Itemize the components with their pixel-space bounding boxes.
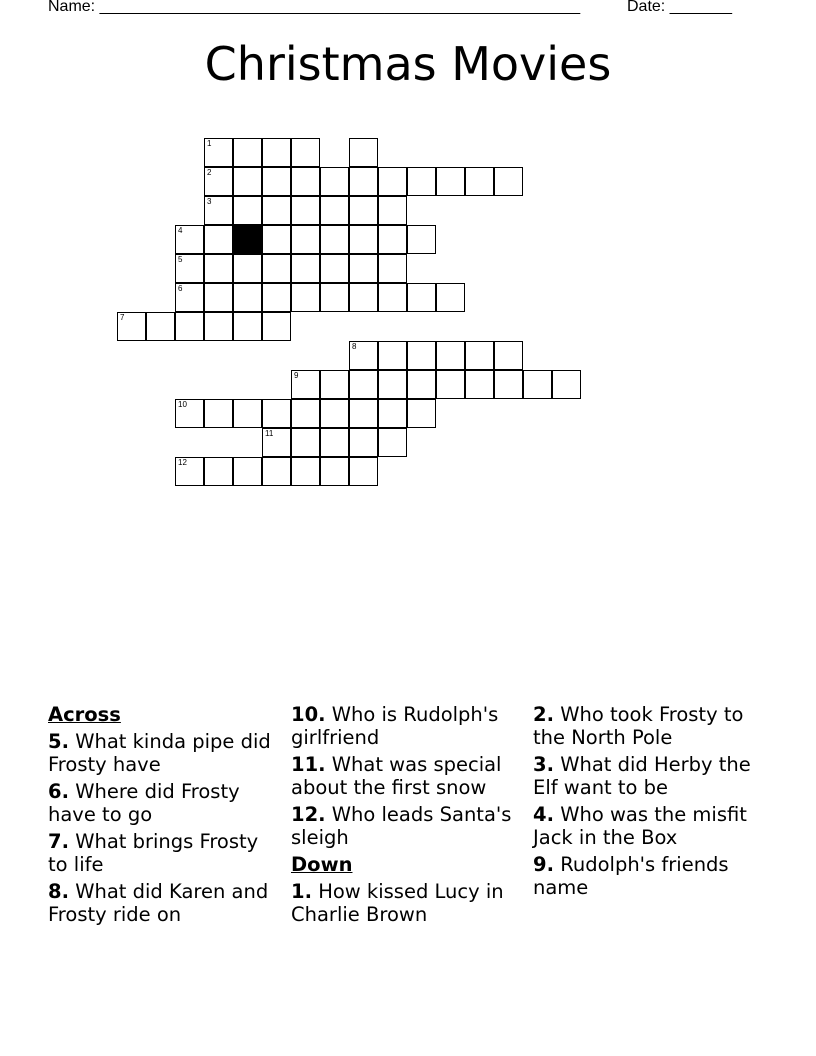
clue-number: 9. xyxy=(533,853,554,876)
grid-cell[interactable] xyxy=(291,196,320,225)
grid-cell[interactable] xyxy=(204,283,233,312)
grid-cell[interactable] xyxy=(436,370,465,399)
across-clue-6 xyxy=(48,780,280,826)
blocked-cell xyxy=(233,225,262,254)
page-title: Christmas Movies xyxy=(204,37,612,91)
grid-cell[interactable] xyxy=(233,457,262,486)
grid-cell[interactable] xyxy=(320,167,349,196)
grid-cell[interactable] xyxy=(175,225,204,254)
grid-cell[interactable] xyxy=(233,167,262,196)
clue-number: 5. xyxy=(48,730,69,753)
clue-text: Rudolph's friends name xyxy=(533,853,729,899)
grid-cell[interactable] xyxy=(320,457,349,486)
grid-cell[interactable] xyxy=(262,167,291,196)
grid-cell[interactable] xyxy=(349,138,378,167)
grid-cell[interactable] xyxy=(291,225,320,254)
grid-cell[interactable] xyxy=(262,196,291,225)
cell-number: 11 xyxy=(265,429,274,438)
cell-number: 4 xyxy=(178,226,183,235)
across-clue-12 xyxy=(291,803,527,849)
grid-cell[interactable] xyxy=(262,254,291,283)
grid-cell[interactable] xyxy=(552,370,581,399)
grid-cell[interactable] xyxy=(349,283,378,312)
grid-cell[interactable] xyxy=(262,225,291,254)
grid-cell[interactable] xyxy=(204,254,233,283)
grid-cell[interactable] xyxy=(378,399,407,428)
grid-cell[interactable] xyxy=(349,167,378,196)
clue-number: 2. xyxy=(533,703,554,726)
grid-cell[interactable] xyxy=(407,341,436,370)
grid-cell[interactable] xyxy=(465,370,494,399)
grid-cell[interactable] xyxy=(523,370,552,399)
grid-cell[interactable] xyxy=(494,341,523,370)
clue-text: Who was the misfit Jack in the Box xyxy=(533,803,747,849)
grid-cell[interactable] xyxy=(320,399,349,428)
down-clue-3 xyxy=(533,753,773,799)
clue-text: What brings Frosty to life xyxy=(48,830,259,876)
grid-cell[interactable] xyxy=(349,399,378,428)
grid-cell[interactable] xyxy=(204,399,233,428)
clue-number: 10. xyxy=(291,703,326,726)
clue-number: 7. xyxy=(48,830,69,853)
down-clue-9 xyxy=(533,853,773,899)
grid-cell[interactable] xyxy=(262,283,291,312)
across-clue-8 xyxy=(48,880,280,926)
grid-cell[interactable] xyxy=(465,167,494,196)
grid-cell[interactable] xyxy=(291,167,320,196)
across-clue-7 xyxy=(48,830,280,876)
grid-cell[interactable] xyxy=(320,254,349,283)
grid-cell[interactable] xyxy=(349,225,378,254)
grid-cell[interactable] xyxy=(378,428,407,457)
grid-cell[interactable] xyxy=(262,138,291,167)
grid-cell[interactable] xyxy=(175,312,204,341)
grid-cell[interactable] xyxy=(233,138,262,167)
across-heading: Across xyxy=(48,703,121,726)
clue-column-2 xyxy=(291,703,527,930)
grid-cell[interactable] xyxy=(233,283,262,312)
grid-cell[interactable] xyxy=(175,399,204,428)
down-heading: Down xyxy=(291,853,353,876)
grid-cell[interactable] xyxy=(378,167,407,196)
cell-number: 8 xyxy=(352,342,357,351)
grid-cell[interactable] xyxy=(117,312,146,341)
grid-cell[interactable] xyxy=(204,457,233,486)
grid-cell[interactable] xyxy=(320,428,349,457)
clue-number: 4. xyxy=(533,803,554,826)
clue-text: What kinda pipe did Frosty have xyxy=(48,730,271,776)
grid-cell[interactable] xyxy=(378,283,407,312)
grid-cell[interactable] xyxy=(291,370,320,399)
across-clue-5 xyxy=(48,730,280,776)
grid-cell[interactable] xyxy=(233,196,262,225)
grid-cell[interactable] xyxy=(349,428,378,457)
clue-text: What did Karen and Frosty ride on xyxy=(48,880,269,926)
grid-cell[interactable] xyxy=(262,457,291,486)
grid-cell[interactable] xyxy=(233,399,262,428)
grid-cell[interactable] xyxy=(146,312,175,341)
grid-cell[interactable] xyxy=(262,399,291,428)
grid-cell[interactable] xyxy=(175,457,204,486)
grid-cell[interactable] xyxy=(436,167,465,196)
grid-cell[interactable] xyxy=(349,341,378,370)
down-clue-1 xyxy=(291,880,527,926)
clue-number: 8. xyxy=(48,880,69,903)
grid-cell[interactable] xyxy=(349,196,378,225)
grid-cell[interactable] xyxy=(233,254,262,283)
clue-text: Who is Rudolph's girlfriend xyxy=(291,703,499,749)
grid-cell[interactable] xyxy=(204,138,233,167)
grid-cell[interactable] xyxy=(233,312,262,341)
grid-cell[interactable] xyxy=(262,428,291,457)
clue-text: What did Herby the Elf want to be xyxy=(533,753,751,799)
grid-cell[interactable] xyxy=(378,341,407,370)
clue-text: How kissed Lucy in Charlie Brown xyxy=(291,880,504,926)
grid-cell[interactable] xyxy=(204,312,233,341)
grid-cell[interactable] xyxy=(320,283,349,312)
clue-number: 3. xyxy=(533,753,554,776)
clue-column-3 xyxy=(533,703,773,903)
grid-cell[interactable] xyxy=(291,399,320,428)
grid-cell[interactable] xyxy=(320,196,349,225)
grid-cell[interactable] xyxy=(291,138,320,167)
grid-cell[interactable] xyxy=(494,167,523,196)
cell-number: 12 xyxy=(178,458,187,467)
date-field-label: Date: _______ xyxy=(627,0,732,15)
grid-cell[interactable] xyxy=(494,370,523,399)
cell-number: 1 xyxy=(207,139,212,148)
grid-cell[interactable] xyxy=(262,312,291,341)
clue-text: Where did Frosty have to go xyxy=(48,780,240,826)
grid-cell[interactable] xyxy=(465,341,494,370)
name-field-label: Name: ______________________________________________________ xyxy=(48,0,581,15)
clue-number: 12. xyxy=(291,803,326,826)
cell-number: 2 xyxy=(207,168,212,177)
grid-cell[interactable] xyxy=(407,225,436,254)
grid-cell[interactable] xyxy=(349,254,378,283)
clue-text: What was special about the first snow xyxy=(291,753,502,799)
cell-number: 3 xyxy=(207,197,212,206)
grid-cell[interactable] xyxy=(378,254,407,283)
grid-cell[interactable] xyxy=(320,225,349,254)
grid-cell[interactable] xyxy=(204,225,233,254)
cell-number: 10 xyxy=(178,400,187,409)
grid-cell[interactable] xyxy=(175,254,204,283)
grid-cell[interactable] xyxy=(204,167,233,196)
cell-number: 5 xyxy=(178,255,183,264)
clue-text: Who leads Santa's sleigh xyxy=(291,803,512,849)
grid-cell[interactable] xyxy=(291,428,320,457)
grid-cell[interactable] xyxy=(291,283,320,312)
across-clue-10 xyxy=(291,703,527,749)
grid-cell[interactable] xyxy=(175,283,204,312)
grid-cell[interactable] xyxy=(407,399,436,428)
grid-cell[interactable] xyxy=(378,370,407,399)
grid-cell[interactable] xyxy=(378,225,407,254)
grid-cell[interactable] xyxy=(407,370,436,399)
down-clue-2 xyxy=(533,703,773,749)
down-clue-4 xyxy=(533,803,773,849)
grid-cell[interactable] xyxy=(436,283,465,312)
clue-number: 1. xyxy=(291,880,312,903)
grid-cell[interactable] xyxy=(407,167,436,196)
clue-number: 11. xyxy=(291,753,326,776)
cell-number: 6 xyxy=(178,284,183,293)
clue-text: Who took Frosty to the North Pole xyxy=(533,703,744,749)
cell-number: 7 xyxy=(120,313,125,322)
across-clue-11 xyxy=(291,753,527,799)
grid-cell[interactable] xyxy=(407,283,436,312)
clue-column-1 xyxy=(48,703,280,930)
cell-number: 9 xyxy=(294,371,299,380)
grid-cell[interactable] xyxy=(291,254,320,283)
clue-number: 6. xyxy=(48,780,69,803)
grid-cell[interactable] xyxy=(378,196,407,225)
grid-cell[interactable] xyxy=(291,457,320,486)
grid-cell[interactable] xyxy=(436,341,465,370)
grid-cell[interactable] xyxy=(349,370,378,399)
grid-cell[interactable] xyxy=(204,196,233,225)
grid-cell[interactable] xyxy=(320,370,349,399)
grid-cell[interactable] xyxy=(349,457,378,486)
